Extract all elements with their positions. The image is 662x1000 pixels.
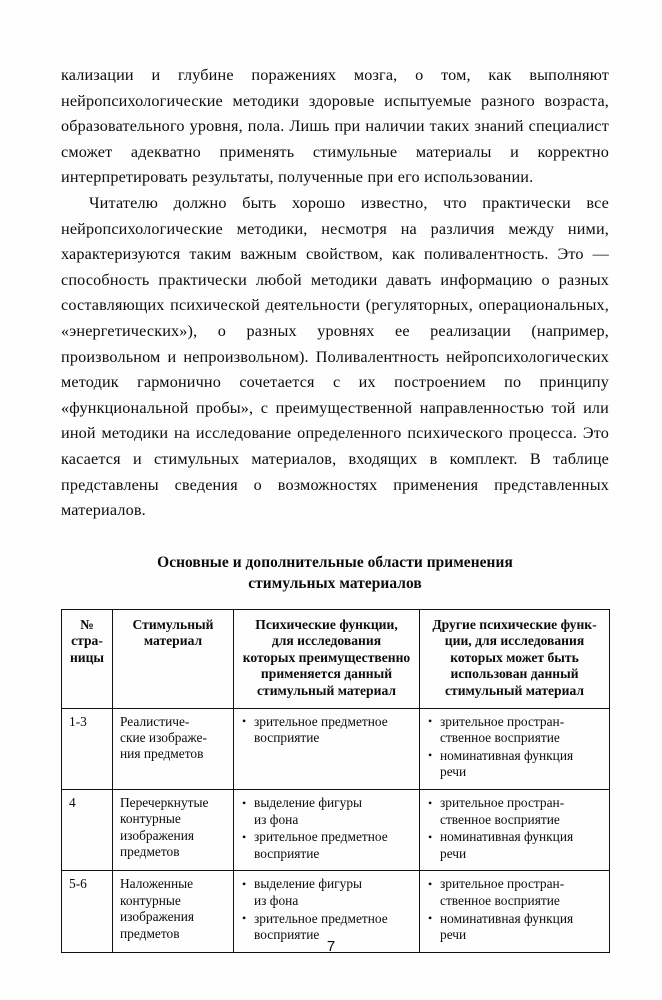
header-line: Психические функции, (255, 616, 398, 632)
list-item-line: зрительное простран- (440, 795, 565, 811)
list-item-line: выделение фигуры (254, 876, 363, 892)
cell-page-number: 5-6 (62, 871, 113, 952)
primary-functions-list (241, 876, 413, 943)
list-item-line: из фона (254, 893, 299, 908)
list-item (427, 876, 603, 909)
list-item-line: восприятие (254, 845, 320, 861)
material-line: Перечеркнутые (120, 795, 209, 811)
list-item-line: зрительное простран- (440, 876, 565, 892)
cell-page-number: 4 (62, 790, 113, 871)
header-line: которых может быть (450, 649, 579, 665)
header-line: использован данный (450, 666, 579, 682)
material-line: Реалистиче- (120, 713, 190, 729)
list-item-line: восприятие (254, 730, 320, 746)
other-functions-list (427, 876, 603, 943)
header-line: № (80, 616, 94, 632)
header-cell-page-number (62, 609, 113, 708)
table-row (62, 790, 610, 871)
cell-material (113, 790, 234, 871)
header-line: для исследования (271, 633, 382, 649)
material-line: контурные (120, 892, 181, 908)
other-functions-list (427, 795, 603, 862)
header-line: стимульный материал (444, 683, 584, 699)
list-item-line: номинативная функция (440, 829, 574, 845)
header-line: которых преимущественно (242, 649, 411, 665)
header-line: стра- (71, 633, 103, 649)
material-line: предметов (120, 925, 180, 941)
page-content (61, 63, 609, 953)
list-item-line: зрительное предметное (254, 713, 388, 729)
list-item-line: зрительное предметное (254, 910, 388, 926)
header-line: ницы (69, 649, 105, 665)
paragraph-2: Читателю должно быть хорошо известно, что практически все нейропсихологические методики, несмотря на различия между ними, характеризуются таким важным свойством, как поливалентность. Это — способность практически любой методики давать информацию о разных составляющих психической деятельности (регуляторных, операциональных, «энергетических»), о разных уровнях ее реализации (например, произвольном и непроизвольном). Поливалентность нейропсихологических методик гармонично сочетается с их построением по принципу «функциональной пробы», с преимущественной направленностью той или иной методики на исследование определенного психического процесса. Это касается и стимульных материалов, входящих в комплект. В таблице представлены сведения о возможностях применения представленных материалов. (61, 193, 609, 520)
list-item-line: восприятие (254, 927, 320, 943)
header-line: материал (143, 633, 203, 649)
list-item-line: номинативная функция (440, 910, 574, 926)
cell-primary-functions (234, 790, 420, 871)
list-item-line: речи (440, 927, 467, 943)
table-caption (61, 552, 609, 594)
list-item-line: ственное восприятие (440, 730, 560, 746)
stimulus-materials-table (61, 609, 610, 953)
list-item-line: зрительное простран- (440, 713, 565, 729)
header-cell-primary-functions (234, 609, 420, 708)
cell-other-functions (420, 790, 610, 871)
list-item-line: ственное восприятие (440, 811, 560, 827)
table-caption-line-1: Основные и дополнительные области применения (157, 553, 513, 571)
list-item (241, 795, 413, 828)
other-functions-list (427, 714, 603, 781)
material-line: изображения (120, 909, 195, 925)
table-caption-line-2: стимульных материалов (248, 574, 422, 592)
page-number: 7 (326, 938, 336, 955)
table-wrapper (61, 609, 609, 953)
list-item-line: из фона (254, 811, 299, 827)
material-line: изображения (120, 827, 195, 843)
material-line: Наложенные (120, 876, 194, 892)
table-row (62, 708, 610, 789)
table-header-row (62, 609, 610, 708)
primary-functions-list (241, 795, 413, 862)
list-item (427, 748, 603, 781)
cell-primary-functions (234, 708, 420, 789)
cell-page-number: 1-3 (62, 708, 113, 789)
list-item-line: речи (440, 764, 467, 780)
header-line: Другие психические функ- (432, 616, 597, 632)
list-item (241, 714, 413, 747)
material-line: предметов (120, 844, 180, 860)
cell-material (113, 708, 234, 789)
material-line: контурные (120, 811, 181, 827)
list-item-line: зрительное предметное (254, 829, 388, 845)
list-item (427, 829, 603, 862)
list-item (427, 714, 603, 747)
primary-functions-list (241, 714, 413, 747)
header-line: Стимульный (132, 616, 214, 632)
list-item (427, 795, 603, 828)
header-line: ции, для исследования (444, 633, 585, 649)
list-item-line: речи (440, 845, 467, 861)
header-line: применяется данный (260, 666, 393, 682)
list-item-line: номинативная функция (440, 747, 574, 763)
body-text (61, 63, 609, 524)
header-cell-other-functions (420, 609, 610, 708)
paragraph-1: кализации и глубине поражениях мозга, о том, как выполняют нейропсихологические методики здоровые испытуемые разного возраста, образовательного уровня, пола. Лишь при наличии таких знаний специалист сможет адекватно применять стимульные материалы и корректно интерпретировать результаты, полученные при его использовании. (61, 66, 609, 187)
header-line: стимульный материал (256, 683, 396, 699)
header-cell-material (113, 609, 234, 708)
list-item (241, 829, 413, 862)
material-line: ния предметов (120, 746, 204, 762)
list-item-line: выделение фигуры (254, 795, 363, 811)
list-item (241, 876, 413, 909)
list-item-line: ственное восприятие (440, 893, 560, 908)
cell-other-functions (420, 708, 610, 789)
material-line: ские изображе- (120, 730, 207, 746)
